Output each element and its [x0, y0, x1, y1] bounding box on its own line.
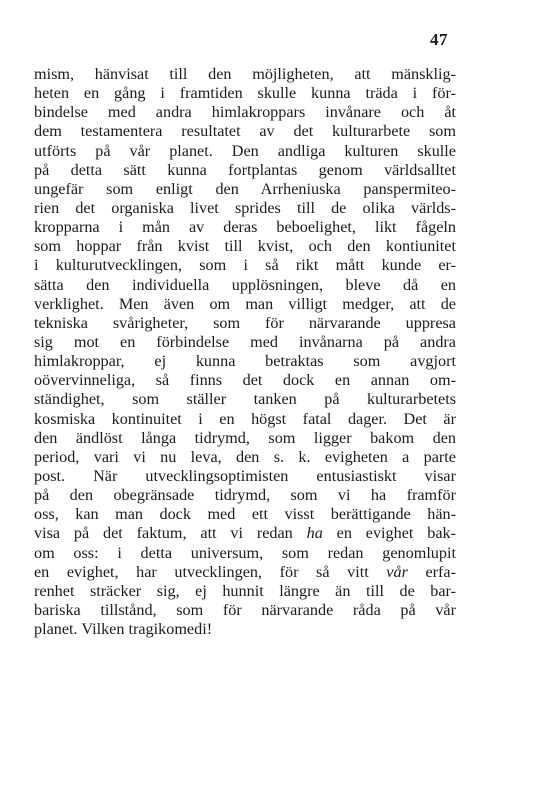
- emphasis-text: vår: [386, 562, 408, 581]
- text-line: oövervinneliga, så finns det dock en annan om-: [34, 371, 456, 390]
- text-line: [34, 524, 456, 543]
- text-line: kropparna i mån av deras beboelighet, likt fågeln: [34, 218, 456, 237]
- text-line: heten en gång i framtiden skulle kunna träda i för-: [34, 84, 456, 103]
- text-line: oss, kan man dock med ett visst berättigande hän-: [34, 505, 456, 524]
- text-line: post. När utvecklingsoptimisten entusiastiskt visar: [34, 466, 456, 485]
- text-line: dem testamentera resultatet av det kulturarbete som: [34, 122, 456, 141]
- text-line: den ändlöst långa tidrymd, som ligger bakom den: [34, 428, 456, 447]
- text-segment: erfa-: [425, 562, 456, 581]
- text-line: bariska tillstånd, som för närvarande råda på vår: [34, 600, 456, 619]
- text-line: rien det organiska livet sprides till de olika världs-: [34, 198, 456, 217]
- body-text: [34, 65, 456, 639]
- text-segment: en evighet, har utvecklingen, för så vitt: [34, 562, 369, 581]
- text-line: period, vari vi nu leva, den s. k. evigheten a parte: [34, 447, 456, 466]
- text-line: [34, 563, 456, 582]
- text-segment: en evighet bak-: [336, 524, 457, 543]
- text-line: i kulturutvecklingen, som i så rikt mått kunde er-: [34, 256, 456, 275]
- text-line: sig mot en förbindelse med invånarna på andra: [34, 332, 456, 351]
- text-line: ständighet, som ställer tanken på kulturarbetets: [34, 390, 456, 409]
- text-line: på detta sätt kunna fortplantas genom världsalltet: [34, 160, 456, 179]
- text-line: om oss: i detta universum, som redan genomlupit: [34, 543, 456, 562]
- text-line: verklighet. Men även om man villigt medger, att de: [34, 294, 456, 313]
- text-line: mism, hänvisat till den möjligheten, att mänsklig-: [34, 65, 456, 83]
- text-line: som hoppar från kvist till kvist, och den kontiunitet: [34, 237, 456, 256]
- text-segment: visa på det faktum, att vi redan: [34, 524, 293, 543]
- emphasis-text: ha: [306, 524, 323, 543]
- text-line: renhet sträcker sig, ej hunnit längre än till de bar-: [34, 581, 456, 600]
- page-number: 47: [430, 30, 448, 49]
- text-line: på den obegränsade tidrymd, som vi ha framför: [34, 486, 456, 505]
- text-line: sätta den individuella upplösningen, bleve då en: [34, 275, 456, 294]
- text-line: himlakroppar, ej kunna betraktas som avgjort: [34, 352, 456, 371]
- text-line: planet. Vilken tragikomedi!: [34, 620, 213, 639]
- text-line: utförts på vår planet. Den andliga kulturen skulle: [34, 141, 456, 160]
- text-line: ungefär som enligt den Arrheniuska panspermiteo-: [34, 179, 456, 198]
- text-line: kosmiska kontinuitet i en högst fatal dager. Det är: [34, 409, 456, 428]
- text-line: bindelse med andra himlakroppars invånare och åt: [34, 103, 456, 122]
- text-line: tekniska svårigheter, som för närvarande uppresa: [34, 313, 456, 332]
